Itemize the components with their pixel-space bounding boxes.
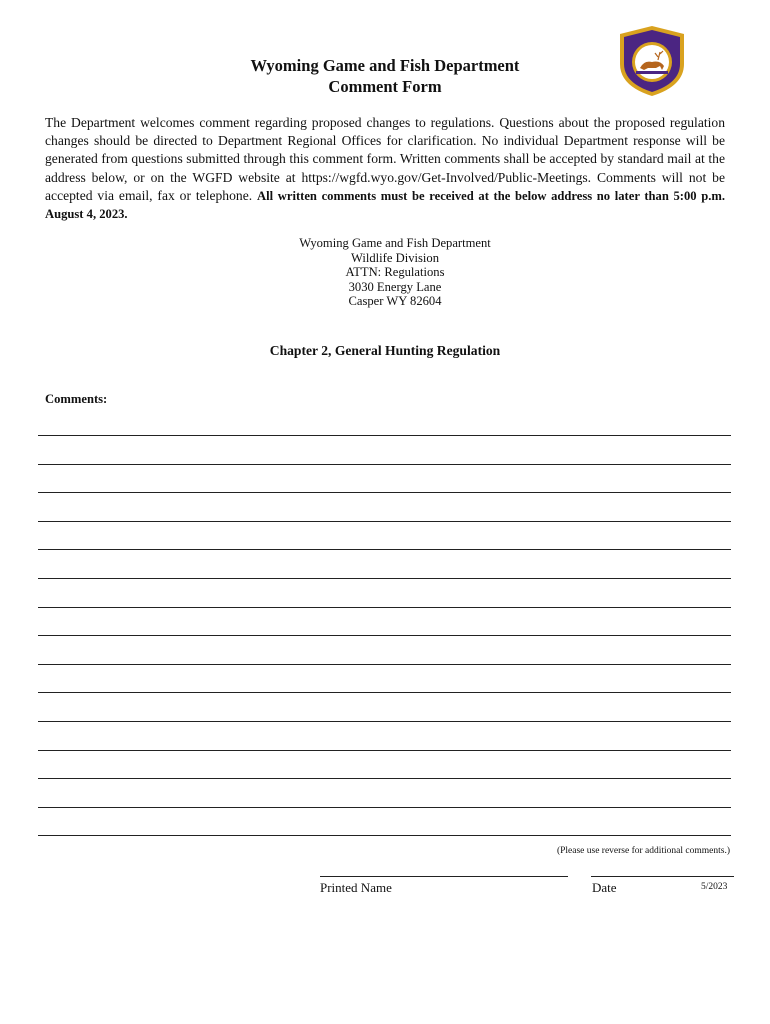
comments-label: Comments: bbox=[45, 392, 108, 406]
comment-line[interactable] bbox=[38, 521, 731, 522]
form-name: Comment Form bbox=[328, 77, 442, 96]
address-line: Wyoming Game and Fish Department bbox=[299, 236, 491, 250]
date-line[interactable] bbox=[591, 876, 734, 877]
comment-line[interactable] bbox=[38, 492, 731, 493]
comment-line[interactable] bbox=[38, 692, 731, 693]
comment-line[interactable] bbox=[38, 778, 731, 779]
comment-line[interactable] bbox=[38, 435, 731, 436]
printed-name-label: Printed Name bbox=[320, 880, 392, 895]
address-line: 3030 Energy Lane bbox=[348, 279, 442, 294]
comment-line[interactable] bbox=[38, 721, 731, 722]
department-name: Wyoming Game and Fish Department bbox=[250, 56, 520, 75]
mailing-address bbox=[0, 236, 770, 309]
comment-line[interactable] bbox=[38, 664, 731, 665]
comment-line[interactable] bbox=[38, 835, 731, 836]
form-version: 5/2023 bbox=[701, 882, 728, 892]
comment-line[interactable] bbox=[38, 578, 731, 579]
deadline-text: All written comments must be received at the below address no later than 5:00 p.m. August 4, 2023. bbox=[45, 188, 725, 222]
chapter-heading: Chapter 2, General Hunting Regulation bbox=[269, 343, 501, 358]
comment-line[interactable] bbox=[38, 607, 731, 608]
comment-line[interactable] bbox=[38, 750, 731, 751]
address-line: Casper WY 82604 bbox=[348, 294, 442, 309]
address-line: ATTN: Regulations bbox=[345, 265, 445, 280]
comment-line[interactable] bbox=[38, 807, 731, 808]
intro-paragraph bbox=[45, 114, 725, 223]
comment-line[interactable] bbox=[38, 635, 731, 636]
intro-text: The Department welcomes comment regarding proposed changes to regulations. Questions about the proposed regulation changes should be directed to Department Regional Offices for clarification. No individual Department response will be generated from questions submitted through this comment form. Written comments shall be accepted by standard mail at the address below, or on the WGFD website at https://wgfd.wyo.gov/Get-Involved/Public-Meetings. Comments will not be accepted via email, fax or telephone. bbox=[45, 115, 725, 203]
wgfd-badge-icon bbox=[614, 24, 690, 98]
address-line: Wildlife Division bbox=[351, 250, 439, 265]
printed-name-line[interactable] bbox=[320, 876, 568, 877]
comment-line[interactable] bbox=[38, 464, 731, 465]
reverse-note: (Please use reverse for additional comments.) bbox=[556, 846, 730, 856]
comment-line[interactable] bbox=[38, 549, 731, 550]
date-label: Date bbox=[592, 880, 617, 895]
